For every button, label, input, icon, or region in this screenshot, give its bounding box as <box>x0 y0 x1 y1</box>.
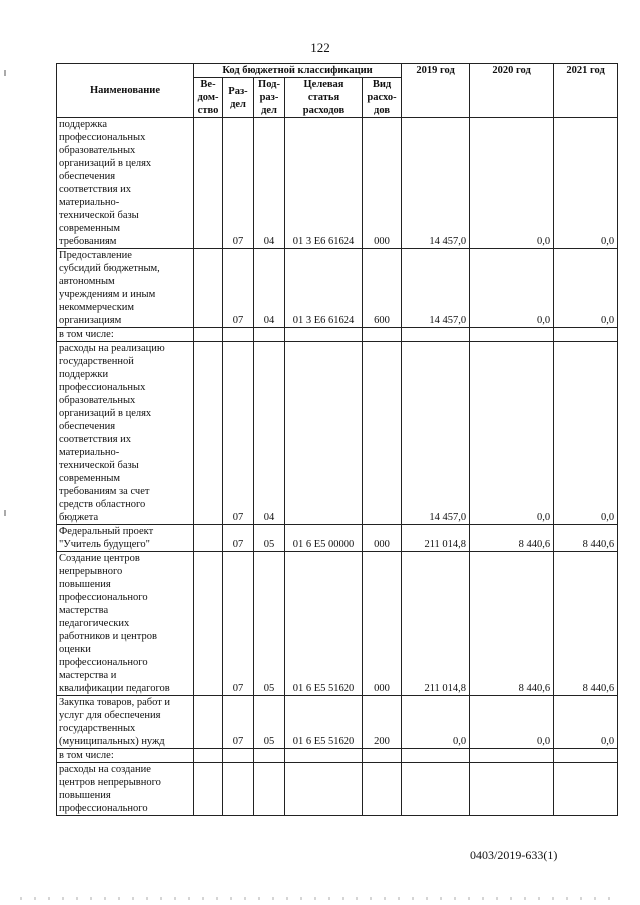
table-row <box>57 763 618 816</box>
cell-target: 01 3 E6 61624 <box>285 249 363 328</box>
cell-subsection <box>254 328 285 342</box>
cell-target <box>285 342 363 525</box>
cell-name: в том числе: <box>57 328 194 342</box>
margin-mark <box>4 70 6 76</box>
cell-2021: 8 440,6 <box>554 525 618 552</box>
cell-2020: 0,0 <box>470 118 554 249</box>
header-2020: 2020 год <box>470 64 554 118</box>
cell-name: расходы на создание центров непрерывного повышения профессионального <box>57 763 194 816</box>
header-subsection: Под- раз- дел <box>254 78 285 118</box>
cell-target <box>285 749 363 763</box>
cell-2020 <box>470 328 554 342</box>
cell-type <box>363 749 402 763</box>
table-row <box>57 118 618 249</box>
table-row <box>57 342 618 525</box>
header-target: Целевая статья расходов <box>285 78 363 118</box>
table-row <box>57 696 618 749</box>
cell-2021: 0,0 <box>554 696 618 749</box>
cell-2019 <box>402 328 470 342</box>
cell-2019: 14 457,0 <box>402 118 470 249</box>
cell-2021: 0,0 <box>554 342 618 525</box>
table-row <box>57 525 618 552</box>
table-body <box>57 118 618 816</box>
header-type: Вид расхо- дов <box>363 78 402 118</box>
cell-type <box>363 763 402 816</box>
cell-target <box>285 763 363 816</box>
header-section: Раз- дел <box>223 78 254 118</box>
cell-type: 000 <box>363 118 402 249</box>
budget-table <box>56 63 618 816</box>
cell-2019: 14 457,0 <box>402 249 470 328</box>
table-header <box>57 64 618 118</box>
cell-section: 07 <box>223 696 254 749</box>
cell-2019: 14 457,0 <box>402 342 470 525</box>
header-code-group: Код бюджетной классификации <box>194 64 402 78</box>
cell-type: 000 <box>363 552 402 696</box>
cell-name: Закупка товаров, работ и услуг для обеспечения государственных (муниципальных) нужд <box>57 696 194 749</box>
table-row <box>57 249 618 328</box>
cell-dept <box>194 249 223 328</box>
table-row <box>57 328 618 342</box>
cell-dept <box>194 328 223 342</box>
cell-section: 07 <box>223 342 254 525</box>
cell-subsection: 04 <box>254 118 285 249</box>
cell-section <box>223 763 254 816</box>
cell-2019: 211 014,8 <box>402 525 470 552</box>
cell-2019: 0,0 <box>402 696 470 749</box>
cell-dept <box>194 118 223 249</box>
cell-subsection <box>254 763 285 816</box>
scan-edge-artifact <box>20 897 620 900</box>
cell-dept <box>194 525 223 552</box>
cell-target: 01 6 E5 51620 <box>285 696 363 749</box>
cell-subsection: 05 <box>254 525 285 552</box>
cell-target: 01 6 E5 51620 <box>285 552 363 696</box>
cell-2020: 0,0 <box>470 249 554 328</box>
cell-2020: 8 440,6 <box>470 525 554 552</box>
table-row <box>57 552 618 696</box>
cell-2021 <box>554 328 618 342</box>
cell-2021 <box>554 763 618 816</box>
cell-subsection <box>254 749 285 763</box>
cell-type: 200 <box>363 696 402 749</box>
cell-section: 07 <box>223 552 254 696</box>
cell-target: 01 6 E5 00000 <box>285 525 363 552</box>
cell-section <box>223 328 254 342</box>
cell-name: Федеральный проект "Учитель будущего" <box>57 525 194 552</box>
cell-type: 000 <box>363 525 402 552</box>
cell-section <box>223 749 254 763</box>
cell-subsection: 05 <box>254 552 285 696</box>
cell-2021: 0,0 <box>554 118 618 249</box>
cell-subsection: 05 <box>254 696 285 749</box>
header-dept: Ве- дом- ство <box>194 78 223 118</box>
cell-name: Предоставление субсидий бюджетным, автономным учреждениям и иным некоммерческим организациям <box>57 249 194 328</box>
cell-dept <box>194 696 223 749</box>
cell-2019 <box>402 763 470 816</box>
header-2019: 2019 год <box>402 64 470 118</box>
cell-dept <box>194 749 223 763</box>
cell-subsection: 04 <box>254 249 285 328</box>
cell-section: 07 <box>223 525 254 552</box>
cell-2020: 8 440,6 <box>470 552 554 696</box>
cell-section: 07 <box>223 249 254 328</box>
cell-subsection: 04 <box>254 342 285 525</box>
margin-mark <box>4 510 6 516</box>
cell-type <box>363 342 402 525</box>
cell-2021 <box>554 749 618 763</box>
cell-target <box>285 328 363 342</box>
cell-name: расходы на реализацию государственной поддержки профессиональных образовательных организаций в целях обеспечения соответствия их материально- технической базы современным требованиям за счет средств областного бюджета <box>57 342 194 525</box>
cell-type <box>363 328 402 342</box>
table-row <box>57 749 618 763</box>
cell-target: 01 3 E6 61624 <box>285 118 363 249</box>
cell-dept <box>194 342 223 525</box>
cell-2020: 0,0 <box>470 696 554 749</box>
cell-2019: 211 014,8 <box>402 552 470 696</box>
document-code: 0403/2019-633(1) <box>470 848 558 862</box>
cell-2021: 0,0 <box>554 249 618 328</box>
cell-2020 <box>470 763 554 816</box>
header-2021: 2021 год <box>554 64 618 118</box>
cell-2020 <box>470 749 554 763</box>
page-number: 122 <box>310 40 330 55</box>
cell-2020: 0,0 <box>470 342 554 525</box>
cell-2019 <box>402 749 470 763</box>
cell-name: Создание центров непрерывного повышения профессионального мастерства педагогических работников и центров оценки профессионального мастерства и квалификации педагогов <box>57 552 194 696</box>
cell-section: 07 <box>223 118 254 249</box>
cell-name: поддержка профессиональных образовательных организаций в целях обеспечения соответствия их материально- технической базы современным требованиям <box>57 118 194 249</box>
cell-type: 600 <box>363 249 402 328</box>
cell-name: в том числе: <box>57 749 194 763</box>
cell-2021: 8 440,6 <box>554 552 618 696</box>
cell-dept <box>194 552 223 696</box>
cell-dept <box>194 763 223 816</box>
header-name: Наименование <box>57 64 194 118</box>
